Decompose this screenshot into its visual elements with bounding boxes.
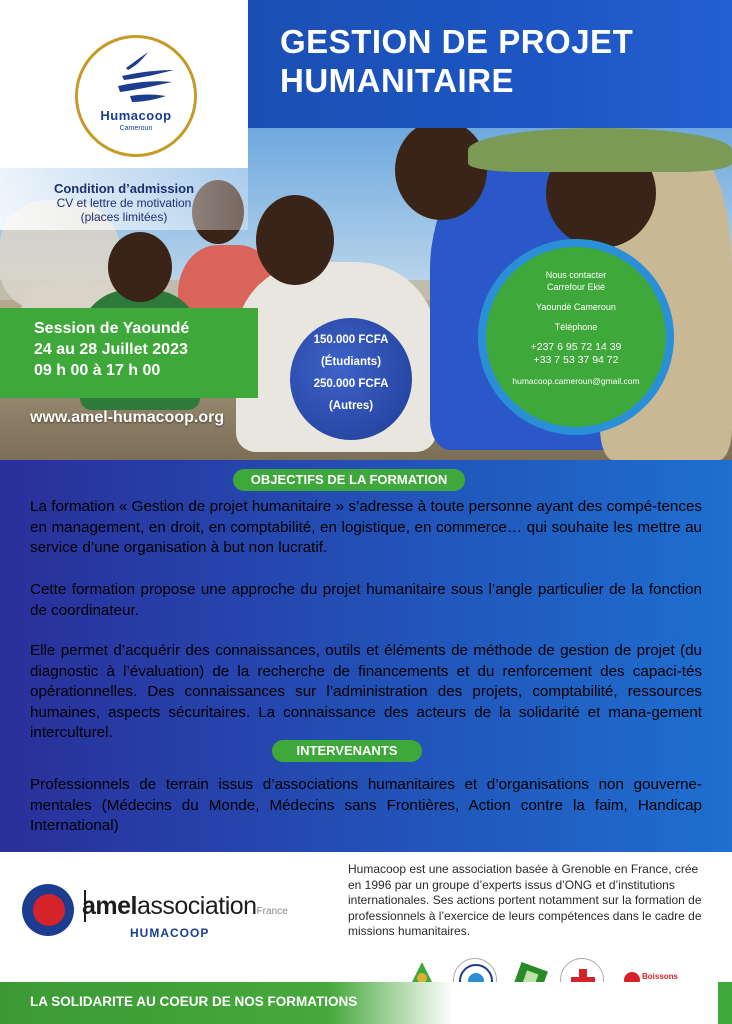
humacoop-wordmark: HUMACOOP — [130, 926, 210, 940]
logo-name: Humacoop — [100, 108, 172, 123]
objectives-paragraph: La formation « Gestion de projet humanitaire » s’adresse à toute personne ayant des compé-tences en management, en droit, en comptabilité, en logistique, en commerce… qui souhaite les mettre au service d’une organisation à but non lucratif. — [30, 498, 702, 557]
contact-phone[interactable]: +237 6 95 72 14 39 — [530, 341, 622, 353]
contact-city: Yaoundé Cameroun — [536, 302, 616, 312]
admission-heading: Condition d’admission — [53, 181, 195, 196]
price-students-label: (Étudiants) — [320, 356, 382, 368]
price-students: 150.000 FCFA — [313, 334, 389, 346]
humacoop-logo — [75, 35, 197, 157]
price-others-label: (Autres) — [328, 400, 374, 412]
objectives-heading: OBJECTIFS DE LA FORMATION — [233, 469, 465, 491]
session-city: Session de Yaoundé — [34, 320, 190, 337]
price-others: 250.000 FCFA — [313, 378, 389, 390]
speakers-paragraph: Professionnels de terrain issus d’associations humanitaires et d’organisations non gouverne-mentales (Médecins du Monde, Médecins sans Frontières, Action contre la faim, Handicap International) — [30, 776, 702, 835]
humacoop-bird-icon — [78, 42, 194, 112]
admission-conditions — [0, 168, 248, 230]
about-text: Humacoop est une association basée à Grenoble en France, crée en 1996 par un groupe d’experts issus d’ONG et d’institutions internationales. Ses actions portent notamment sur la formation de professionnels à l’exercice de leurs compétences dans le cadre de missions humanitaires. — [348, 862, 702, 938]
session-hours: 09 h 00 à 17 h 00 — [34, 362, 161, 379]
admission-line: (places limitées) — [80, 210, 168, 224]
speakers-heading: INTERVENANTS — [272, 740, 422, 762]
contact-phone[interactable]: +33 7 53 37 94 72 — [533, 354, 619, 366]
session-box — [0, 308, 258, 398]
website-link[interactable]: www.amel-humacoop.org — [30, 409, 225, 426]
france-word: France — [256, 906, 288, 917]
title-line-2: HUMANITAIRE — [280, 62, 515, 99]
amel-word: amel — [82, 892, 137, 920]
session-dates: 24 au 28 Juillet 2023 — [34, 341, 188, 358]
contact-address: Carrefour Ekié — [546, 282, 606, 292]
title-line-1: GESTION DE PROJET — [280, 23, 634, 60]
heart-icon — [33, 894, 65, 926]
contact-inner — [486, 247, 666, 427]
page-title — [280, 22, 720, 100]
slogan: LA SOLIDARITE AU COEUR DE NOS FORMATIONS — [30, 994, 358, 1009]
photo-person-head — [395, 120, 487, 220]
objectives-paragraph: Elle permet d’acquérir des connaissances, outils et éléments de méthode de gestion de projet (du diagnostic à l’évaluation) de la recherche de financements et du renforcement des capaci-tés opérationnelles. Des connaissances sur l’administration des projets, comptabilité, ressources humaines, aspects sécuritaires. La connaissance des acteurs de la solidarité et mana-gement interculturel. — [30, 642, 702, 742]
slogan-band-edge — [718, 982, 732, 1024]
objectives-paragraph: Cette formation propose une approche du projet humanitaire sous l’angle particulier de la fonction de coordinateur. — [30, 581, 702, 619]
price-badge — [290, 318, 412, 440]
contact-email[interactable]: humacoop.cameroun@gmail.com — [512, 376, 640, 386]
photo-hat — [468, 128, 732, 172]
logo-subtitle: Cameroun — [119, 125, 153, 132]
logo-panel — [0, 0, 248, 168]
amel-logotype — [82, 892, 288, 921]
contact-phone-label: Téléphone — [554, 322, 598, 332]
association-word: association — [136, 892, 257, 920]
contact-badge — [478, 239, 674, 435]
boissons-label: Boissons — [642, 972, 679, 981]
photo-person-head — [256, 195, 334, 285]
photo-person-head — [108, 232, 172, 302]
contact-heading: Nous contacter — [545, 270, 607, 280]
admission-line: CV et lettre de motivation — [56, 196, 192, 210]
